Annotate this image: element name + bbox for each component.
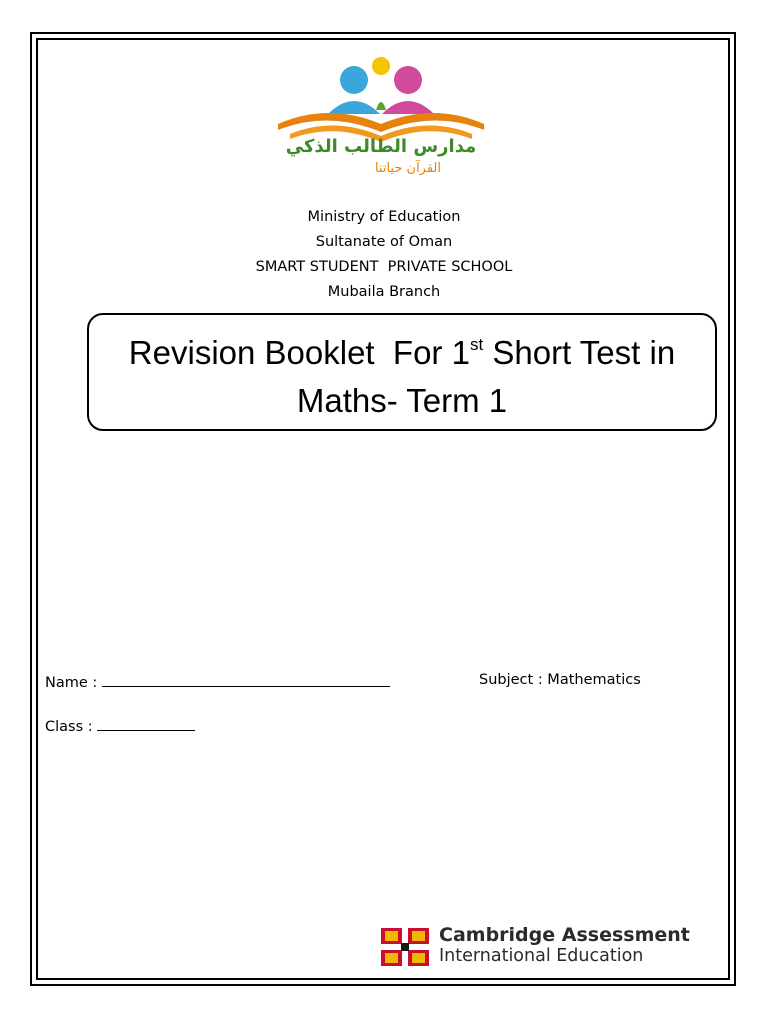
cambridge-wordmark bbox=[439, 925, 690, 967]
title-line-1 bbox=[89, 329, 715, 377]
class-label: Class : bbox=[45, 719, 98, 735]
cambridge-logo bbox=[381, 925, 721, 969]
branch-line: Mubaila Branch bbox=[327, 284, 441, 300]
header-block bbox=[0, 205, 768, 305]
cambridge-crest-icon bbox=[381, 928, 429, 966]
title-part1: Revision Booklet For 1 bbox=[128, 334, 470, 371]
name-blank-line[interactable] bbox=[102, 672, 390, 687]
title-part2: Short Test in bbox=[483, 334, 676, 371]
school-name-line: SMART STUDENT PRIVATE SCHOOL bbox=[255, 259, 513, 275]
name-label: Name : bbox=[45, 675, 102, 691]
country-line: Sultanate of Oman bbox=[315, 234, 453, 250]
name-field bbox=[45, 672, 390, 691]
cambridge-line-2: International Education bbox=[439, 946, 644, 966]
cambridge-line-1: Cambridge Assessment bbox=[439, 924, 690, 946]
logo-arabic-name: مدارس الطالب الذكي bbox=[285, 136, 477, 157]
title-line-2: Maths- Term 1 bbox=[296, 382, 508, 419]
title-superscript: st bbox=[469, 335, 484, 354]
school-logo bbox=[258, 52, 504, 182]
school-logo-graphic bbox=[258, 52, 504, 182]
class-blank-line[interactable] bbox=[97, 716, 195, 731]
title-box bbox=[87, 313, 717, 431]
class-field bbox=[45, 716, 195, 735]
subject-field: Subject : Mathematics bbox=[479, 672, 641, 688]
ministry-line: Ministry of Education bbox=[307, 209, 461, 225]
logo-arabic-motto: القرآن حياتنا bbox=[374, 161, 442, 176]
